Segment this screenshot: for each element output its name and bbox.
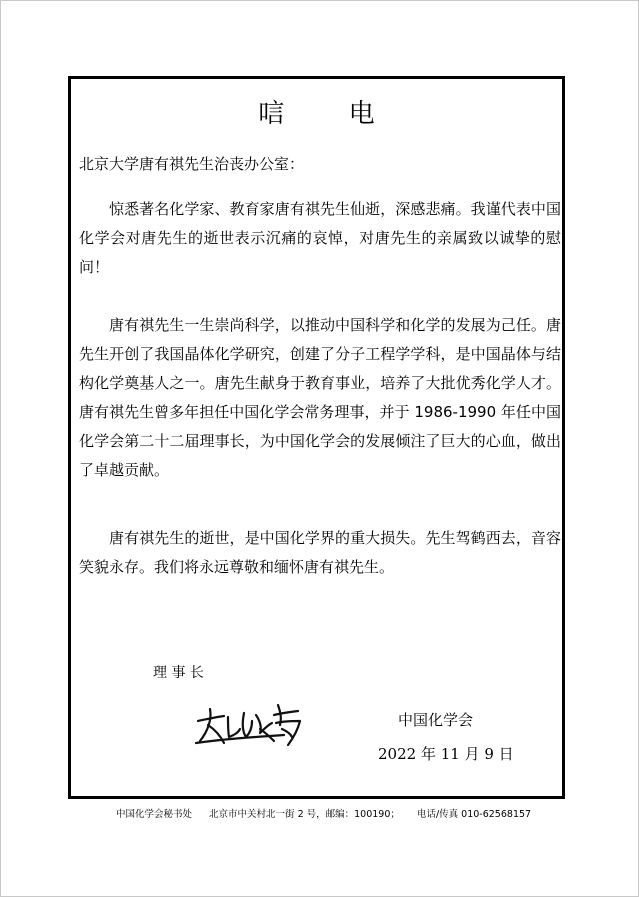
letter-date: 2022 年 11 月 9 日 <box>378 745 514 763</box>
footer <box>116 806 531 820</box>
handwritten-signature <box>194 699 306 751</box>
footer-address: 北京市中关村北一街 2 号，邮编：100190； <box>209 809 400 820</box>
signatory-title: 理 事 长 <box>153 665 204 681</box>
addressee: 北京大学唐有祺先生治丧办公室： <box>79 155 305 173</box>
paragraph-tribute: 唐有祺先生的逝世，是中国化学界的重大损失。先生驾鹤西去，音容笑貌永存。我们将永远尊敬和缅怀唐有祺先生。 <box>79 529 561 576</box>
organization-name: 中国化学会 <box>398 711 474 729</box>
paragraph-achievements: 唐有祺先生一生崇尚科学，以推动中国科学和化学的发展为己任。唐先生开创了我国晶体化学研究，创建了分子工程学学科，是中国晶体与结构化学奠基人之一。唐先生献身于教育事业，培养了大批优秀化学人才。唐有祺先生曾多年担任中国化学会常务理事，并于 1986-1990 年任中国化学会第二十二届理事长，为中国化学会的发展倾注了巨大的心血，做出了卓越贡献。 <box>79 316 561 479</box>
letter-title: 唁 电 <box>258 99 403 129</box>
footer-office: 中国化学会秘书处 <box>116 809 193 820</box>
footer-phone: 电话/传真 010-62568157 <box>416 809 532 820</box>
paragraph-condolence: 惊悉著名化学家、教育家唐有祺先生仙逝，深感悲痛。我谨代表中国化学会对唐先生的逝世表示沉痛的哀悼，对唐先生的亲属致以诚挚的慰问！ <box>79 200 561 276</box>
letter-frame <box>68 76 565 799</box>
